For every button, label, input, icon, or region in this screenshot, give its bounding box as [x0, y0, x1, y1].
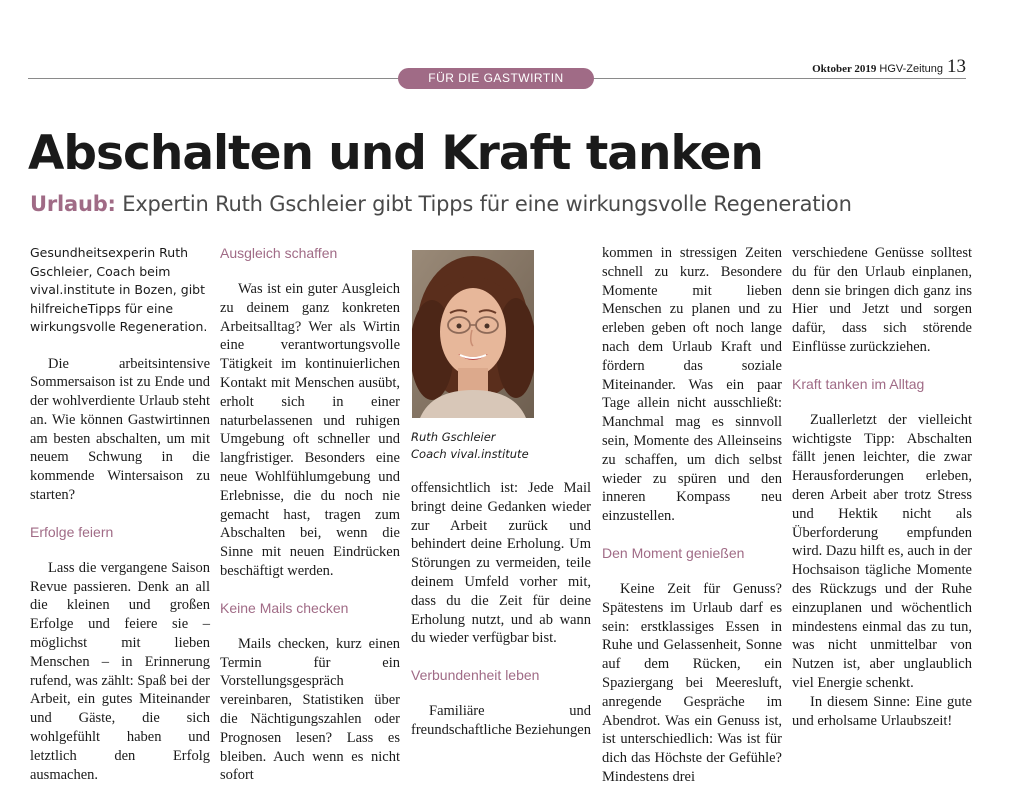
subheading-verbundenheit: Verbundenheit leben	[411, 667, 540, 684]
column-3	[411, 244, 591, 740]
column-2	[220, 244, 400, 785]
intro-text: Gesundheitsexperin Ruth Gschleier, Coach beim vival.institute in Bozen, gibt hilfreicheTipps für eine wirkungsvolle Regeneration.	[30, 245, 208, 334]
portrait-photo	[412, 250, 534, 418]
subheadline	[30, 192, 852, 216]
paragraph-verbundenheit-start: Familiäre und freundschaftliche Beziehungen	[411, 703, 591, 738]
kicker: Urlaub:	[30, 192, 116, 216]
page-number: 13	[947, 56, 966, 77]
subheadline-text: Expertin Ruth Gschleier gibt Tipps für eine wirkungsvolle Regeneration	[122, 192, 852, 216]
subheading-ausgleich: Ausgleich schaffen	[220, 245, 338, 261]
paragraph-verbundenheit-continued: kommen in stressigen Zeiten schnell zu kurz. Besondere Momente mit lieben Menschen zu planen und zu erleben geben oft noch lange nach dem Urlaub Kraft und fördern das soziale Miteinander. Was ein paar Tage allein nicht ausschließt: Manchmal mag es sinnvoll sein, Momente des Alleinseins zu schaffen, um dich selbst wieder zu spüren und den inneren Kompass neu einzustellen.	[602, 245, 782, 525]
closing-paragraph: In diesem Sinne: Eine gute und erholsame Urlaubszeit!	[792, 693, 972, 729]
subheading-mails: Keine Mails checken	[220, 599, 349, 616]
publication-name: HGV-Zeitung	[879, 63, 943, 75]
section-tag: FÜR DIE GASTWIRTIN	[398, 68, 594, 89]
paragraph-mails-start: Mails checken, kurz einen Termin für ein Vorstellungsgespräch vereinbaren, Statistiken über die Nächtigungszahlen oder Prognosen lesen? Lass es bleiben. Auch wenn es nicht sofort	[220, 635, 400, 784]
paragraph-mails-continued: offensichtlich ist: Jede Mail bringt deine Gedanken wieder zur Arbeit zurück und behindert deine Erholung. Um Störungen zu vermeiden, teile deinem Umfeld vorher mit, dass du die Zeit für deine Erholung nutzt, und ab wann du wieder verfügbar bist.	[411, 480, 591, 647]
publication-info	[790, 56, 966, 78]
paragraph-kraft: Zuallerletzt der vielleicht wichtigste Tipp: Abschalten fällt jenen leichter, die zwar Herausforderungen erleben, deren Arbeit aber trotz Stress und Hektik nicht als Überforderung empfunden wird. Dazu hilft es, auch in der Hochsaison tägliche Momente des Rückzugs und der Ruhe einzuplanen und wöchentlich mindestens einmal das zu tun, was nicht unmittelbar von Nutzen ist, aber unglaublich viel Energie schenkt.	[792, 411, 972, 691]
headline: Abschalten und Kraft tanken	[28, 126, 763, 181]
paragraph-ausgleich: Was ist ein guter Ausgleich zu deinem ganz konkreten Arbeitsalltag? Wer als Wirtin eine verantwortungsvolle Tätigkeit im kontinuierlichen Kontakt mit Menschen ausübt, erholt sich in einer naturbelassenen und ruhigen Umgebung oft schneller und langfristiger. Besonders eine neue Wohlfühlumgebung und Erlebnisse, die du noch nie gemacht hast, tragen zum Abschalten bei, wenn die Sinne mit neuen Eindrücken beschäftigt werden.	[220, 281, 400, 579]
paragraph-moment: Keine Zeit für Genuss? Spätestens im Urlaub darf es sein: erstklassiges Essen in Ruhe und Gelassenheit, Sonne auf dem Rücken, ein Spaziergang bei Meeresluft, anregende Gespräche im Abendrot. Was ein Genuss ist, ist unterschiedlich: Was ist für dich das Höchste der Gefühle? Mindestens drei	[602, 580, 782, 785]
photo-caption	[411, 429, 591, 463]
issue-date: Oktober 2019	[812, 63, 877, 75]
caption-role: Coach vival.institute	[411, 447, 529, 461]
paragraph-erfolge: Lass die vergangene Saison Revue passieren. Denk an all die kleinen und großen Erfolge und feiere sie – möglichst mit lieben Menschen – in Erinnerung rufend, was zählt: Spaß bei der Arbeit, ein gutes Miteinander und Gäste, die sich wohlgefühlt haben und letztlich den Erfolg ausmachen.	[30, 559, 210, 783]
column-5	[792, 244, 972, 730]
portrait-illustration	[412, 250, 534, 418]
paragraph-moment-continued: verschiedene Genüsse solltest du für den Urlaub einplanen, denn sie bringen dich ganz ins Hier und Jetzt und sorgen dafür, dass sich störende Einflüsse zurückziehen.	[792, 245, 972, 355]
caption-name: Ruth Gschleier	[411, 430, 496, 444]
column-4	[602, 244, 782, 787]
subheading-kraft: Kraft tanken im Alltag	[792, 375, 925, 392]
lead-paragraph: Die arbeitsintensive Sommersaison ist zu Ende und der wohlverdiente Urlaub steht an. Wie können Gastwirtinnen am besten abschalten, um mit neuem Schwung in die kommende Wintersaison zu starten?	[30, 355, 210, 504]
subheading-moment: Den Moment genießen	[602, 544, 745, 561]
column-1	[30, 244, 210, 784]
subheading-erfolge: Erfolge feiern	[30, 523, 114, 540]
